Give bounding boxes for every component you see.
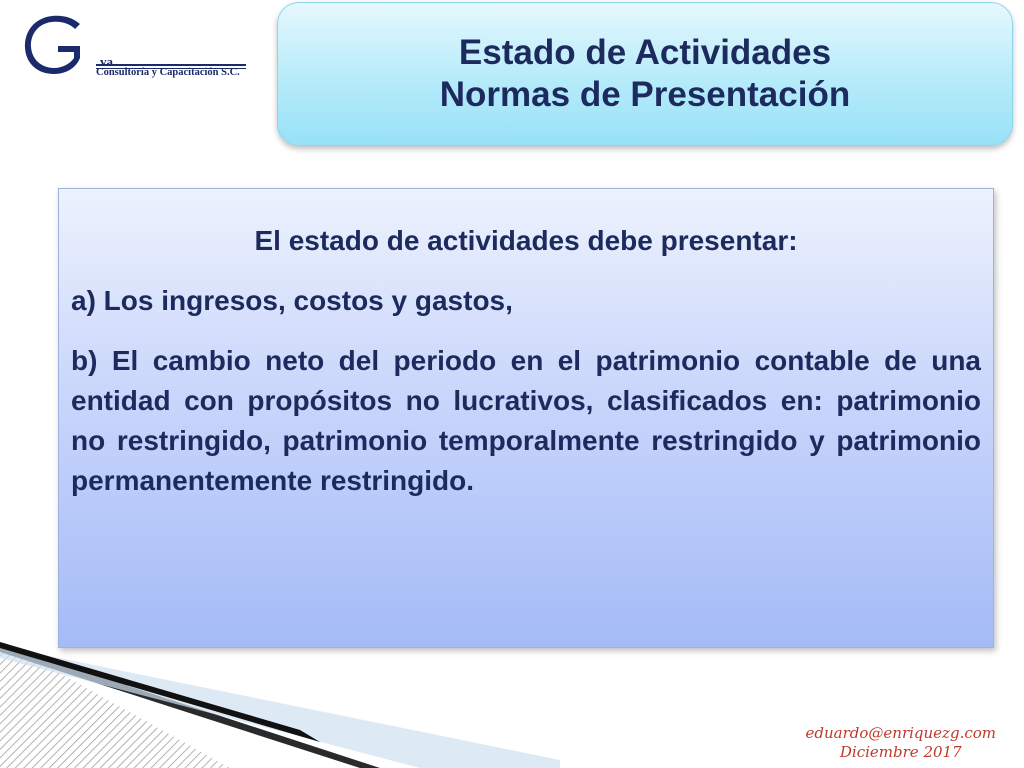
slide-title-line-1: Estado de Actividades [458,33,832,72]
footer-credits [806,724,996,762]
decorative-stripes-icon [0,630,560,768]
content-item-b: b) El cambio neto del periodo en el patrimonio contable de una entidad con propósitos no lucrativos, clasificados en: patrimonio no restringido, patrimonio temporalmente restringido y patrimonio permanentemente restringido. [71,345,981,496]
footer-email: eduardo@enriquezg.com [805,724,996,742]
footer-date: Diciembre 2017 [839,743,962,761]
slide-title-line-2: Normas de Presentación [439,75,851,114]
content-box [58,188,994,648]
content-item-a: a) Los ingresos, costos y gastos, [71,285,513,316]
logo-company-name: Consultoría y Capacitación S.C. [96,67,240,78]
slide-title-box [277,2,1013,146]
content-heading: El estado de actividades debe presentar: [254,225,798,256]
logo-mark: va [100,54,113,69]
